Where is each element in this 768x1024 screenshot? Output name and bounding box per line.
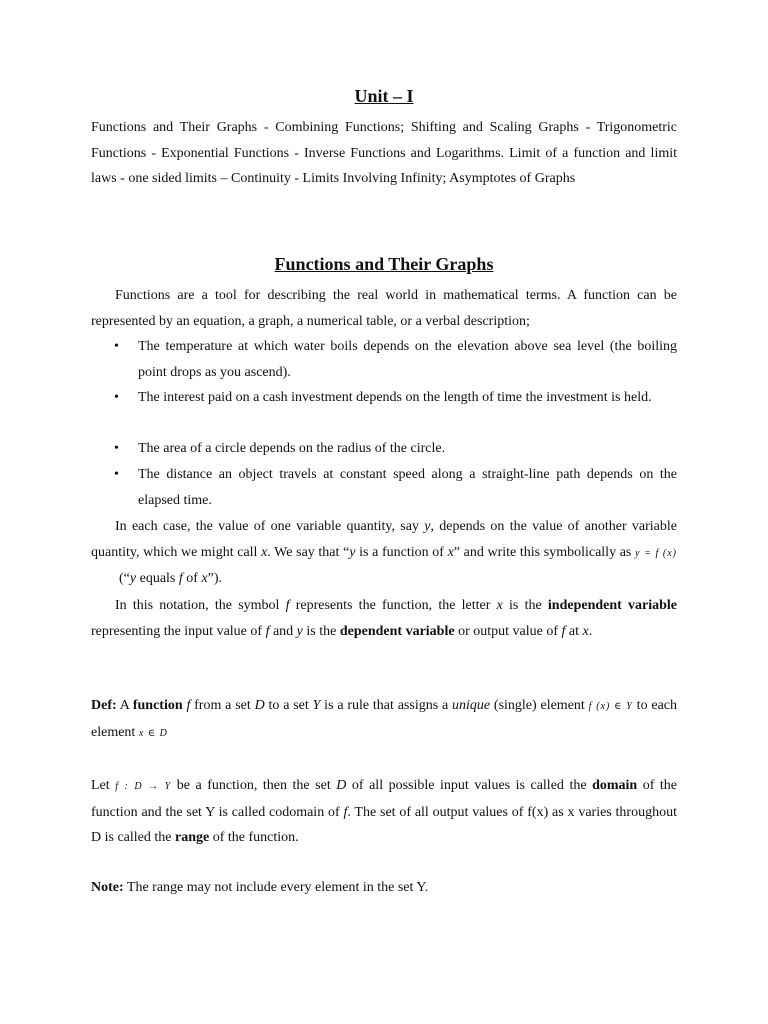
notation-paragraph: In this notation, the symbol f represents the function, the letter x is the independent variable representing the input value of f and y is the dependent variable or output value of f at x. bbox=[91, 598, 677, 639]
bullet-text: The area of a circle depends on the radius of the circle. bbox=[138, 441, 446, 456]
unit-topics: Functions and Their Graphs - Combining Functions; Shifting and Scaling Graphs - Trigonometric Functions - Exponential Functions - Inverse Functions and Logarithms. Limit of a function and limit laws - one sided limits – Continuity - Limits Involving Infinity; Asymptotes of Graphs bbox=[91, 120, 677, 186]
bullet-item bbox=[114, 436, 677, 462]
bullet-dot: • bbox=[114, 390, 119, 405]
unit-title: Unit – I bbox=[354, 86, 414, 106]
bullet-item bbox=[114, 385, 677, 411]
bullet-item bbox=[114, 462, 677, 513]
bullet-text: The interest paid on a cash investment depends on the length of time the investment is held. bbox=[138, 390, 652, 405]
domain-paragraph: Let f : D → Y be a function, then the set D of all possible input values is called the domain of the function and the set Y is called codomain of f. The set of all output values of f(x) as x varies throughout D is called the range of the function. bbox=[91, 778, 678, 845]
term-domain: domain bbox=[592, 778, 638, 793]
bullet-dot: • bbox=[114, 467, 119, 482]
def-label: Def: bbox=[91, 698, 117, 713]
note-label: Note: bbox=[91, 880, 124, 895]
definition-paragraph: Def: A function f from a set D to a set Y is a rule that assigns a unique (single) element f (x) ∈ Y to each element x ∈ D bbox=[91, 698, 678, 740]
term-independent-variable: independent variable bbox=[547, 598, 677, 613]
formula-f-x-in-Y: f (x) ∈ Y bbox=[588, 701, 633, 712]
bullet-dot: • bbox=[114, 339, 119, 354]
variables-paragraph: In each case, the value of one variable quantity, say y, depends on the value of another variable quantity, which we might call x. We say that “y is a function of x” and write this symbolically as y = f (x)(“y equals f of x”). bbox=[91, 519, 677, 586]
bullet-text: The distance an object travels at constant speed along a straight-line path depends on the elapsed time. bbox=[138, 467, 677, 508]
intro-paragraph: Functions are a tool for describing the real world in mathematical terms. A function can be represented by an equation, a graph, a numerical table, or a verbal description; bbox=[91, 288, 677, 329]
formula-f-D-to-Y: f : D → Y bbox=[115, 781, 172, 792]
term-range: range bbox=[174, 830, 210, 845]
bullet-dot: • bbox=[114, 441, 119, 456]
bullet-item bbox=[114, 334, 677, 385]
term-dependent-variable: dependent variable bbox=[339, 623, 455, 639]
note-paragraph: Note: The range may not include every element in the set Y. bbox=[91, 880, 429, 895]
formula-x-in-D: x ∈ D bbox=[138, 727, 168, 739]
formula-y-equals-f-x: y = f (x) bbox=[635, 547, 677, 559]
bullet-text: The temperature at which water boils depends on the elevation above sea level (the boiling point drops as you ascend). bbox=[138, 339, 677, 380]
section-title: Functions and Their Graphs bbox=[274, 254, 494, 274]
